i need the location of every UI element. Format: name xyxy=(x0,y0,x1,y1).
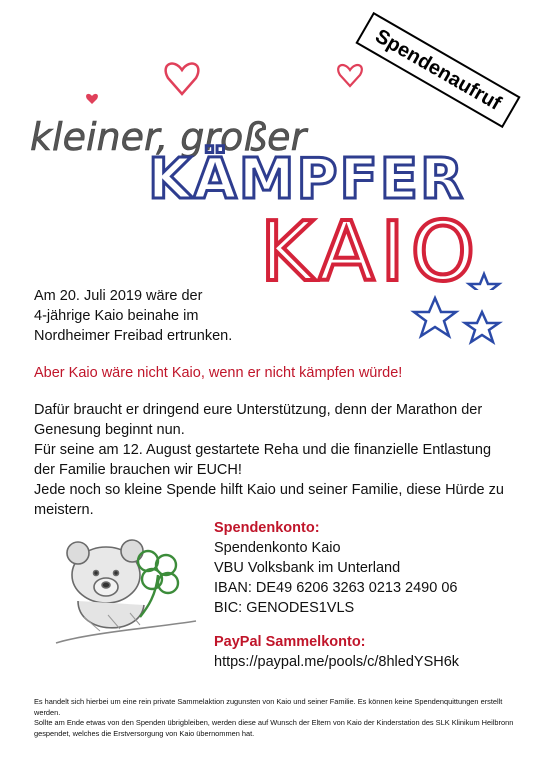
headline-line1: kleiner, großer xyxy=(30,115,307,159)
footer-disclaimer xyxy=(34,697,514,739)
red-statement: Aber Kaio wäre nicht Kaio, wenn er nicht kämpfen würde! xyxy=(34,365,403,381)
intro-line: Am 20. Juli 2019 wäre der xyxy=(34,288,203,304)
account-bank: VBU Volksbank im Unterland xyxy=(214,560,401,576)
intro-line: 4-jährige Kaio beinahe im xyxy=(34,308,199,324)
headline-line2: KÄMPFER xyxy=(148,147,466,212)
star-icon xyxy=(414,298,456,336)
headline-artwork xyxy=(0,0,540,290)
heart-icon xyxy=(166,64,199,94)
body-paragraph: Jede noch so kleine Spende hilft Kaio und seiner Familie, diese Hürde zu meistern. xyxy=(34,482,504,518)
spendenaufruf-banner: Spendenaufruf xyxy=(355,12,520,128)
account-name: Spendenkonto Kaio xyxy=(214,540,341,556)
star-icon xyxy=(465,312,499,342)
account-iban: IBAN: DE49 6206 3263 0213 2490 06 xyxy=(214,580,458,596)
heart-icon xyxy=(86,94,98,104)
stars-group xyxy=(410,290,520,360)
body-paragraph: Für seine am 12. August gestartete Reha und die finanzielle Entlastung der Familie brauchen wir EUCH! xyxy=(34,442,492,478)
footer-line: Sollte am Ende etwas von den Spenden übrigbleiben, werden diese auf Wunsch der Eltern von Kaio der Kinderstation des SLK Klinikum Heilbronn gespendet, welches die Erstversorgung von Kaio übernommen hat. xyxy=(34,718,514,738)
account-heading: Spendenkonto: xyxy=(214,520,320,536)
teddy-bear-illustration xyxy=(48,525,198,655)
bank-account-block xyxy=(214,518,457,618)
body-paragraph: Dafür braucht er dringend eure Unterstützung, denn der Marathon der Genesung beginnt nun. xyxy=(34,402,483,438)
footer-line: Es handelt sich hierbei um eine rein private Sammelaktion zugunsten von Kaio und seiner Familie. Es können keine Spendenquittungen erstellt werden. xyxy=(34,697,503,717)
headline-name: KAIO xyxy=(260,205,482,290)
body-text xyxy=(34,400,514,520)
intro-line: Nordheimer Freibad ertrunken. xyxy=(34,328,233,344)
paypal-url[interactable]: https://paypal.me/pools/c/8hledYSH6k xyxy=(214,654,460,670)
paypal-block xyxy=(214,632,459,672)
intro-text xyxy=(34,286,232,346)
account-bic: BIC: GENODES1VLS xyxy=(214,600,355,616)
heart-icon xyxy=(338,65,362,86)
paypal-heading: PayPal Sammelkonto: xyxy=(214,634,366,650)
